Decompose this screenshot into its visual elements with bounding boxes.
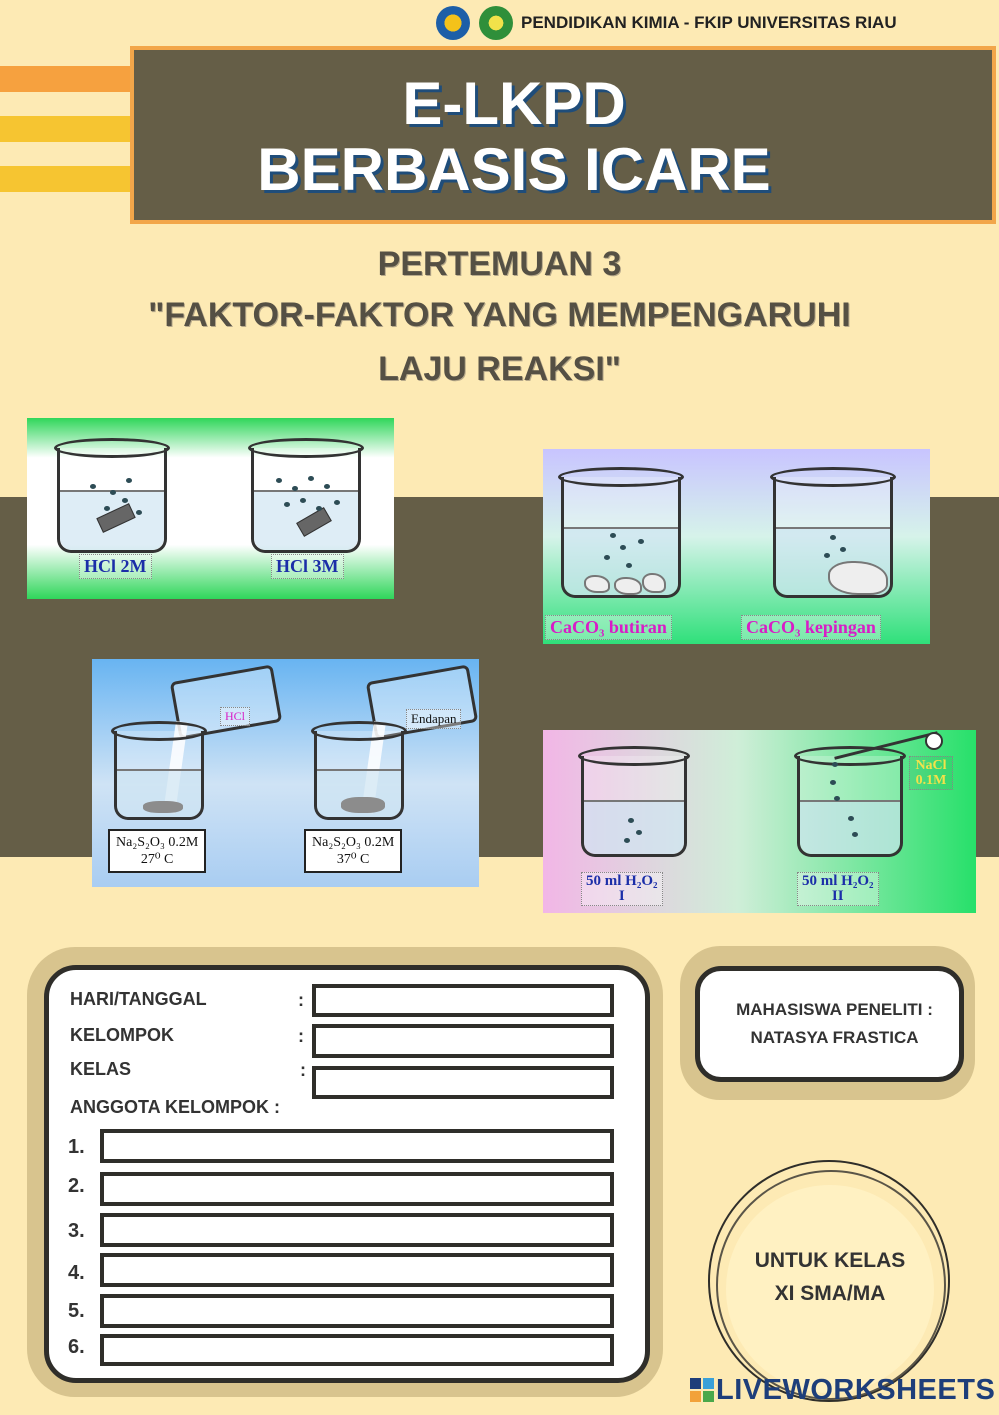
temperature-solution-right: Na₂S₂O₃ 0.2M 37⁰ C <box>304 829 402 873</box>
member-number: 1. <box>68 1136 85 1158</box>
topic-line-1: "FAKTOR-FAKTOR YANG MEMPENGARUHI <box>148 296 851 334</box>
colon: : <box>300 1060 306 1080</box>
member-number: 6. <box>68 1336 85 1358</box>
researcher-label: MAHASISWA PENELITI : <box>736 1000 933 1019</box>
class-label: KELAS <box>70 1059 132 1079</box>
member-input-6[interactable] <box>100 1334 614 1366</box>
colon: : <box>298 990 304 1010</box>
beaker-icon <box>251 448 361 553</box>
day-date-label: HARI/TANGGAL <box>70 989 207 1009</box>
title-line-2: BERBASIS ICARE <box>257 136 771 203</box>
researcher-card <box>695 966 964 1082</box>
surface-label-right: CaCO₃ kepingan <box>741 615 881 640</box>
member-number: 2. <box>68 1175 85 1197</box>
beaker-icon <box>314 731 404 820</box>
pour-label-right: Endapan <box>406 709 461 729</box>
universitas-riau-logo <box>479 6 513 40</box>
catalyst-label-left: 50 ml H₂O₂ I <box>581 872 663 906</box>
concentration-label-right: HCl 3M <box>271 554 344 579</box>
pour-label-left: HCl <box>220 707 250 726</box>
liveworksheets-logo-icon <box>690 1378 714 1402</box>
researcher-name: NATASYA FRASTICA <box>750 1028 919 1047</box>
title-banner <box>130 46 996 224</box>
meeting-number: PERTEMUAN 3 <box>377 245 622 283</box>
beaker-icon <box>797 756 903 857</box>
liveworksheets-watermark: LIVEWORKSHEETS <box>716 1374 996 1406</box>
beaker-icon <box>561 477 681 598</box>
temperature-illustration <box>92 659 479 887</box>
group-label: KELOMPOK <box>70 1025 175 1045</box>
surface-label-left: CaCO₃ butiran <box>545 615 672 640</box>
member-input-1[interactable] <box>100 1129 614 1163</box>
catalyst-dropper-label: NaCl 0.1M <box>909 756 953 790</box>
decor-stripe-yellow <box>0 166 132 192</box>
member-input-5[interactable] <box>100 1294 614 1328</box>
group-input[interactable] <box>312 1024 614 1058</box>
target-class-line-1: UNTUK KELAS <box>754 1249 906 1272</box>
decor-stripe-yellow <box>0 116 132 142</box>
beaker-icon <box>57 448 167 553</box>
title-line-1: E-LKPD <box>402 70 626 137</box>
member-input-3[interactable] <box>100 1213 614 1247</box>
topic-line-2: LAJU REAKSI" <box>378 350 621 388</box>
institution-name: PENDIDIKAN KIMIA - FKIP UNIVERSITAS RIAU <box>521 13 897 32</box>
target-class-line-2: XI SMA/MA <box>774 1282 886 1305</box>
colon: : <box>298 1026 304 1046</box>
beaker-icon <box>581 756 687 857</box>
surface-area-illustration <box>543 449 930 644</box>
class-input[interactable] <box>312 1066 614 1099</box>
members-label: ANGGOTA KELOMPOK : <box>70 1097 280 1117</box>
day-date-input[interactable] <box>312 984 614 1017</box>
beaker-icon <box>773 477 893 598</box>
member-input-2[interactable] <box>100 1172 614 1206</box>
decor-stripe-orange <box>0 66 132 92</box>
member-number: 5. <box>68 1300 85 1322</box>
temperature-solution-left: Na₂S₂O₃ 0.2M 27⁰ C <box>108 829 206 873</box>
member-number: 4. <box>68 1262 85 1284</box>
beaker-icon <box>114 731 204 820</box>
member-input-4[interactable] <box>100 1253 614 1287</box>
catalyst-illustration <box>543 730 976 913</box>
member-number: 3. <box>68 1220 85 1242</box>
concentration-illustration <box>27 418 394 599</box>
concentration-label-left: HCl 2M <box>79 554 152 579</box>
tut-wuri-handayani-logo <box>436 6 470 40</box>
catalyst-label-right: 50 ml H₂O₂ II <box>797 872 879 906</box>
